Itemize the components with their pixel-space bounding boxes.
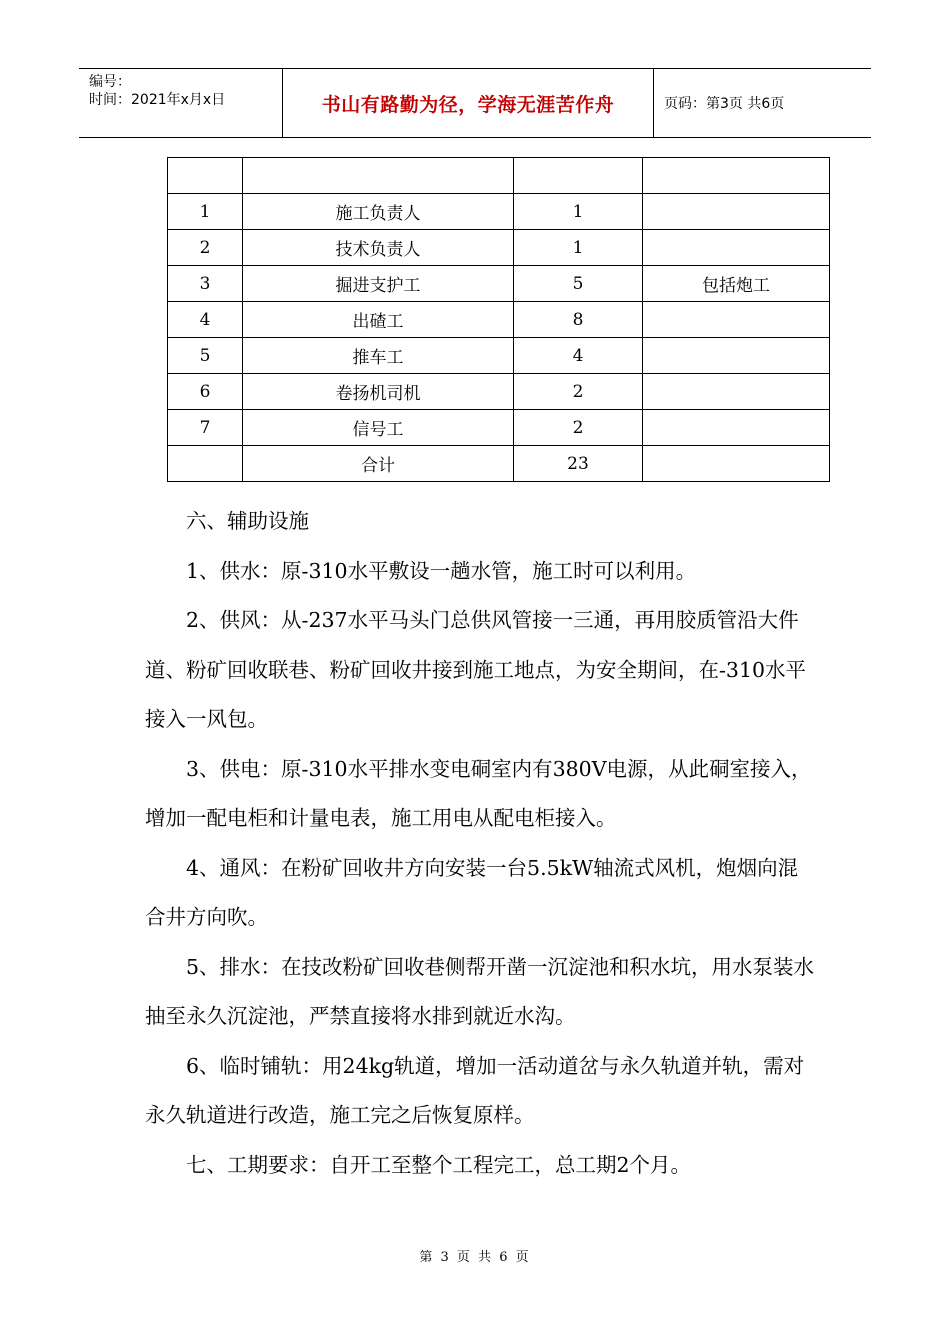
body-paragraph: 5、排水：在技改粉矿回收巷侧帮开凿一沉淀池和积水坑，用水泵装水抽至永久沉淀池，严禁直接将水排到就近水沟。 <box>145 954 815 1028</box>
body-paragraph: 六、辅助设施 <box>186 509 309 533</box>
row-number-cell: 1 <box>168 194 243 230</box>
table-row <box>168 230 830 266</box>
position-cell: 卷扬机司机 <box>243 374 514 410</box>
body-paragraph: 七、工期要求：自开工至整个工程完工，总工期2个月。 <box>186 1152 692 1177</box>
header-motto: 书山有路勤为径，学海无涯苦作舟 <box>283 69 654 137</box>
row-number-cell: 7 <box>168 410 243 446</box>
table-row <box>168 374 830 410</box>
remark-cell <box>643 302 830 338</box>
header-page-label: 页码：第3页 共6页 <box>664 96 785 112</box>
remark-cell <box>643 446 830 482</box>
remark-cell <box>643 410 830 446</box>
table-row <box>168 410 830 446</box>
remark-cell <box>643 374 830 410</box>
body-paragraph: 3、供电：原-310水平排水变电硐室内有380V电源，从此硐室接入，增加一配电柜和计量电表，施工用电从配电柜接入。 <box>145 756 812 830</box>
headcount-cell: 2 <box>514 374 643 410</box>
remark-cell <box>643 338 830 374</box>
document-number-label: 编号： <box>89 74 131 90</box>
row-number-cell: 6 <box>168 374 243 410</box>
row-number-cell: 5 <box>168 338 243 374</box>
headcount-cell: 8 <box>514 302 643 338</box>
position-cell: 信号工 <box>243 410 514 446</box>
body-paragraph: 4、通风：在粉矿回收井方向安装一台5.5kW轴流式风机，炮烟向混合井方向吹。 <box>145 855 799 929</box>
table-row <box>168 266 830 302</box>
document-header <box>79 68 871 138</box>
body-paragraph: 6、临时铺轨：用24kg轨道，增加一活动道岔与永久轨道并轨，需对永久轨道进行改造，施工完之后恢复原样。 <box>145 1053 805 1127</box>
table-row <box>168 194 830 230</box>
page-footer: 第 3 页 共 6 页 <box>419 1250 531 1265</box>
document-date-label: 时间：2021年x月x日 <box>89 92 226 108</box>
row-number-cell <box>168 446 243 482</box>
position-cell: 掘进支护工 <box>243 266 514 302</box>
headcount-cell: 1 <box>514 230 643 266</box>
headcount-cell: 4 <box>514 338 643 374</box>
row-number-cell <box>168 158 243 194</box>
document-body <box>145 497 815 1190</box>
row-number-cell: 2 <box>168 230 243 266</box>
remark-cell: 包括炮工 <box>643 266 830 302</box>
table-row <box>168 338 830 374</box>
remark-cell <box>643 194 830 230</box>
headcount-cell <box>514 158 643 194</box>
headcount-cell: 23 <box>514 446 643 482</box>
table-row <box>168 158 830 194</box>
row-number-cell: 3 <box>168 266 243 302</box>
position-cell: 推车工 <box>243 338 514 374</box>
position-cell: 技术负责人 <box>243 230 514 266</box>
headcount-cell: 1 <box>514 194 643 230</box>
headcount-cell: 5 <box>514 266 643 302</box>
table-row <box>168 446 830 482</box>
headcount-cell: 2 <box>514 410 643 446</box>
header-info-cell <box>79 69 283 137</box>
remark-cell <box>643 230 830 266</box>
position-cell <box>243 158 514 194</box>
position-cell: 出碴工 <box>243 302 514 338</box>
remark-cell <box>643 158 830 194</box>
position-cell: 施工负责人 <box>243 194 514 230</box>
table-row <box>168 302 830 338</box>
position-cell: 合计 <box>243 446 514 482</box>
body-paragraph: 1、供水：原-310水平敷设一趟水管，施工时可以利用。 <box>186 558 697 583</box>
body-paragraph: 2、供风：从-237水平马头门总供风管接一三通，再用胶质管沿大件道、粉矿回收联巷、粉矿回收井接到施工地点，为安全期间，在-310水平接入一风包。 <box>145 608 807 731</box>
staffing-table <box>167 157 830 482</box>
row-number-cell: 4 <box>168 302 243 338</box>
